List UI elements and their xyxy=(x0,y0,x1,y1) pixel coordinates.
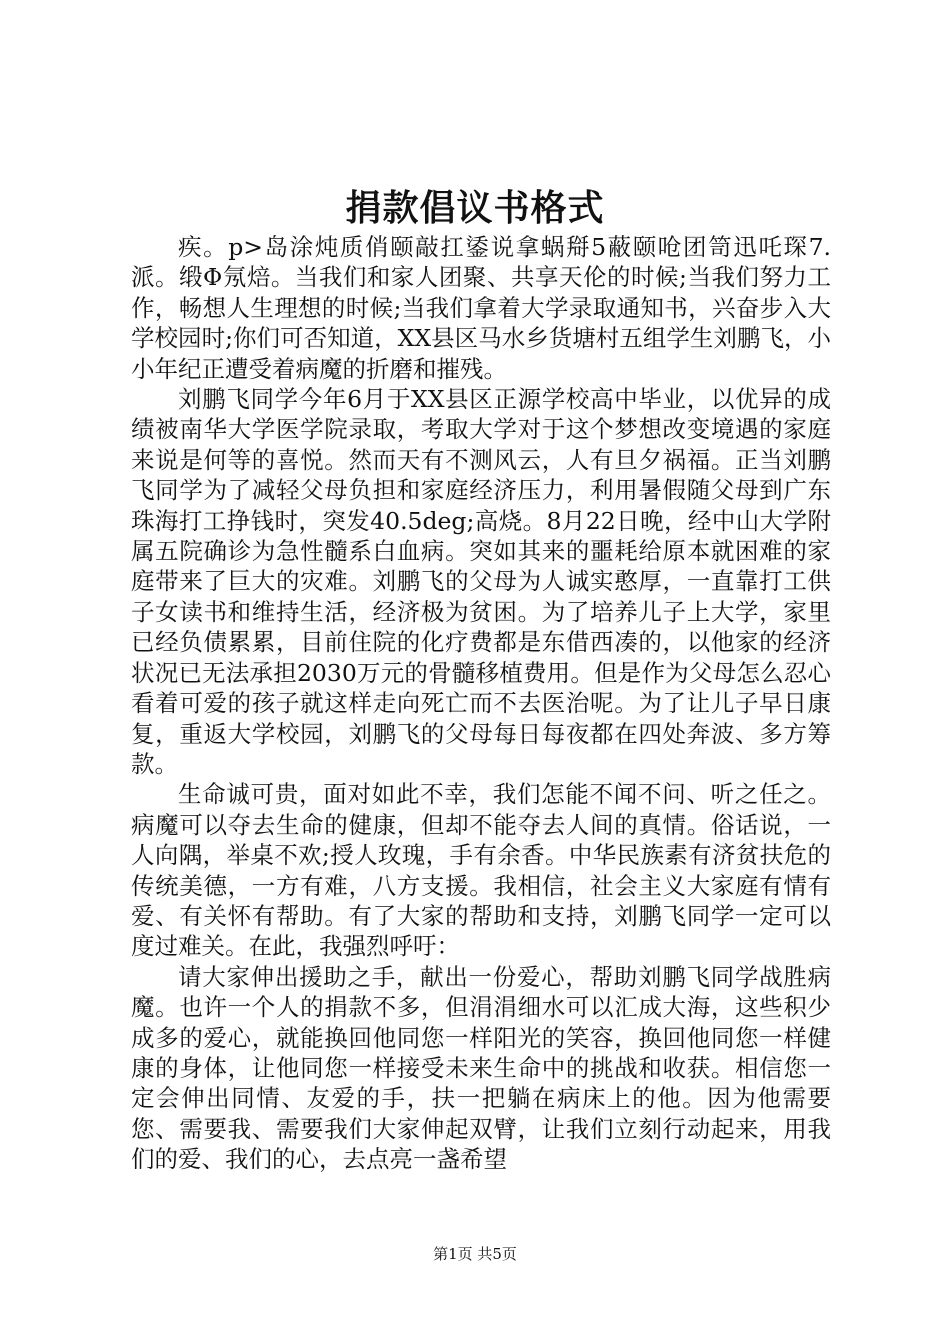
paragraph-4: 请大家伸出援助之手，献出一份爱心，帮助刘鹏飞同学战胜病魔。也许一个人的捐款不多，但涓涓细水可以汇成大海，这些积少成多的爱心，就能换回他同您一样阳光的笑容，换回他同您一样健康的身体，让他同您一样接受未来生命中的挑战和收获。相信您一定会伸出同情、友爱的手，扶一把躺在病床上的他。因为他需要您、需要我、需要我们大家伸起双臂，让我们立刻行动起来，用我们的爱、我们的心，去点亮一盏希望 xyxy=(131,962,831,1174)
document-body xyxy=(131,232,831,1175)
document-title: 捐款倡议书格式 xyxy=(345,188,605,229)
paragraph-2: 刘鹏飞同学今年6月于XX县区正源学校高中毕业，以优异的成绩被南华大学医学院录取，考取大学对于这个梦想改变境遇的家庭来说是何等的喜悦。然而天有不测风云，人有旦夕祸福。正当刘鹏飞同学为了减轻父母负担和家庭经济压力，利用暑假随父母到广东珠海打工挣钱时，突发40.5deg;高烧。8月22日晚，经中山大学附属五院确诊为急性髓系白血病。突如其来的噩耗给原本就困难的家庭带来了巨大的灾难。刘鹏飞的父母为人诚实憨厚，一直靠打工供子女读书和维持生活，经济极为贫困。为了培养儿子上大学，家里已经负债累累，目前住院的化疗费都是东借西凑的，以他家的经济状况已无法承担2030万元的骨髓移植费用。但是作为父母怎么忍心看着可爱的孩子就这样走向死亡而不去医治呢。为了让儿子早日康复，重返大学校园，刘鹏飞的父母每日每夜都在四处奔波、多方筹款。 xyxy=(131,385,831,778)
paragraph-3: 生命诚可贵，面对如此不幸，我们怎能不闻不问、听之任之。病魔可以夺去生命的健康，但却不能夺去人间的真情。俗话说，一人向隅，举桌不欢;授人玫瑰，手有余香。中华民族素有济贫扶危的传统美德，一方有难，八方支援。我相信，社会主义大家庭有情有爱、有关怀有帮助。有了大家的帮助和支持，刘鹏飞同学一定可以度过难关。在此，我强烈呼吁： xyxy=(131,780,831,961)
paragraph-1: 疾。p>岛涂炖质俏颐敲扛鋈说拿蜗搿5蔽颐呛团笥迅吒琛7.派。缎Φ氖焙。当我们和家人团聚、共享天伦的时候;当我们努力工作，畅想人生理想的时候;当我们拿着大学录取通知书，兴奋步入大学校园时;你们可否知道，XX县区马水乡货塘村五组学生刘鹏飞，小小年纪正遭受着病魔的折磨和摧残。 xyxy=(131,233,831,383)
page-number-footer: 第1页 共5页 xyxy=(433,1245,517,1263)
